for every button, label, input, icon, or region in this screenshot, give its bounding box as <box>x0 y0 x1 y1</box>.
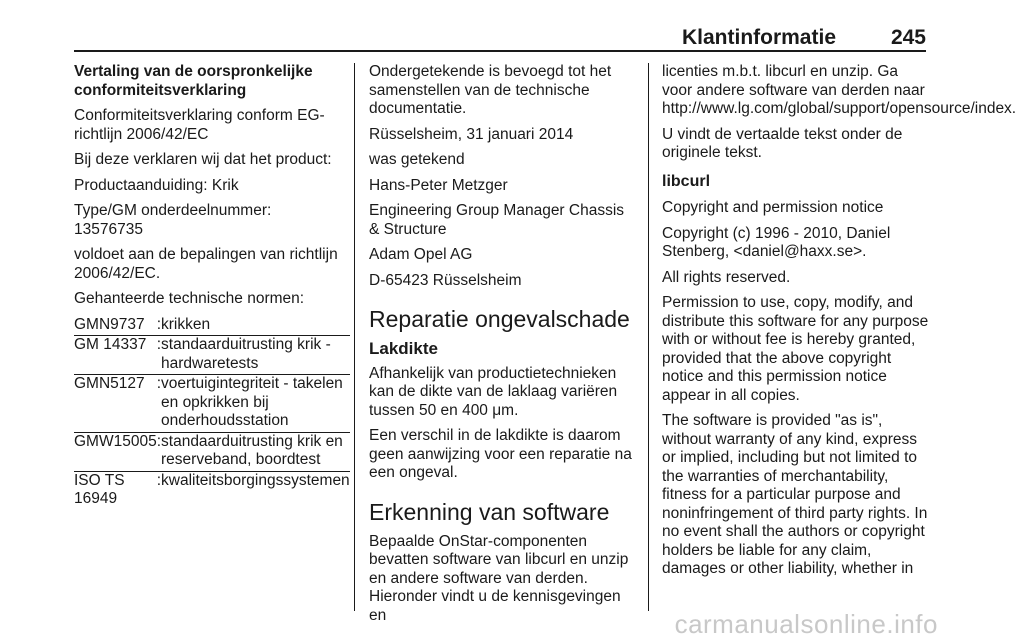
column-3 <box>662 63 1016 586</box>
paragraph: Bij deze verklaren wij dat het product: <box>74 151 332 168</box>
paragraph: voldoet aan de bepalingen van richtlijn 2006/42/EC. <box>74 246 338 282</box>
paragraph: Copyright and permission notice <box>662 199 884 216</box>
paragraph: Adam Opel AG <box>369 246 473 263</box>
norm-separator: : <box>156 432 162 450</box>
norm-separator: : <box>156 336 162 353</box>
table-row <box>74 432 350 471</box>
paragraph: Ondergetekende is bevoegd tot het samenstellen van de technische documentatie. <box>369 63 612 117</box>
section-heading-repair: Reparatie ongevalschade <box>369 306 630 332</box>
declaration-heading: Vertaling van de oorspronkelijke conformiteitsverklaring <box>74 63 313 99</box>
column-divider-1 <box>354 63 355 611</box>
norm-code: GMN9737 <box>74 315 145 333</box>
paragraph: was getekend <box>369 151 465 168</box>
norm-description: voertuigintegriteit - takelen en opkrikken bij onderhoudsstation <box>161 375 343 429</box>
norm-description: kwaliteitsborgingssystemen <box>161 471 350 489</box>
page-header <box>74 26 926 52</box>
page-title: Klantinformatie <box>681 26 836 49</box>
paragraph: Type/GM onderdeelnummer: 13576735 <box>74 202 272 238</box>
norms-table <box>74 316 350 510</box>
norm-separator: : <box>156 315 162 333</box>
norm-separator: : <box>156 375 162 392</box>
watermark: carmanualsonline.info <box>674 609 938 639</box>
paragraph: Afhankelijk van productietechnieken kan de dikte van de laklaag variëren tussen 50 en 400 μm. <box>369 364 618 419</box>
table-row <box>74 471 350 510</box>
paragraph: Copyright (c) 1996 - 2010, Daniel Stenberg, <daniel@haxx.se>. <box>662 224 891 260</box>
table-row <box>74 375 350 433</box>
norm-description: standaarduitrusting krik - hardwaretests <box>161 336 331 372</box>
subsection-heading-libcurl: libcurl <box>662 172 711 190</box>
subsection-heading-lakdikte: Lakdikte <box>369 339 438 358</box>
norm-code: ISO TS 16949 <box>74 471 125 507</box>
paragraph: All rights reserved. <box>662 268 791 286</box>
norm-separator: : <box>156 471 162 489</box>
norm-description: standaarduitrusting krik en reserveband, boordtest <box>161 432 343 468</box>
section-heading-software: Erkenning van software <box>369 498 610 525</box>
paragraph: Rüsselsheim, 31 januari 2014 <box>369 125 574 143</box>
norm-code: GM 14337 <box>74 336 147 353</box>
paragraph: licenties m.b.t. libcurl en unzip. Ga voor andere software van derden naar http://www.lg.com/global/support/opensource/index. <box>662 63 1016 117</box>
paragraph: Conformiteitsverklaring conform EG-richtlijn 2006/42/EC <box>74 107 325 143</box>
paragraph: The software is provided "as is", without warranty of any kind, express or implied, including but not limited to the warranties of merchantability, fitness for a particular purpose and noninfringement of third party rights. In no event shall the authors or copyright holders be liable for any claim, damages or other liability, whether in <box>662 412 928 577</box>
norm-code: GMN5127 <box>74 375 145 392</box>
table-row <box>74 316 350 336</box>
paragraph: Engineering Group Manager Chassis & Structure <box>369 202 625 238</box>
paragraph: Permission to use, copy, modify, and distribute this software for any purpose with or without fee is hereby granted, provided that the above copyright notice and this permission notice appear in all copies. <box>662 294 929 404</box>
column-2 <box>369 63 634 632</box>
paragraph: Productaanduiding: Krik <box>74 176 239 194</box>
paragraph: Gehanteerde technische normen: <box>74 290 305 307</box>
column-divider-2 <box>648 63 649 611</box>
norm-code: GMW15005 <box>74 432 157 450</box>
paragraph: Bepaalde OnStar-componenten bevatten software van libcurl en unzip en andere software van derden. Hieronder vindt u de kennisgevingen en <box>369 532 629 624</box>
paragraph: U vindt de vertaalde tekst onder de originele tekst. <box>662 125 903 161</box>
paragraph: Een verschil in de lakdikte is daarom geen aanwijzing voor een reparatie na een ongeval. <box>369 427 632 481</box>
table-row <box>74 336 350 375</box>
page-number: 245 <box>890 26 926 49</box>
norm-description: krikken <box>161 315 211 333</box>
paragraph: D-65423 Rüsselsheim <box>369 271 522 289</box>
column-1 <box>74 63 350 510</box>
paragraph: Hans-Peter Metzger <box>369 176 508 194</box>
